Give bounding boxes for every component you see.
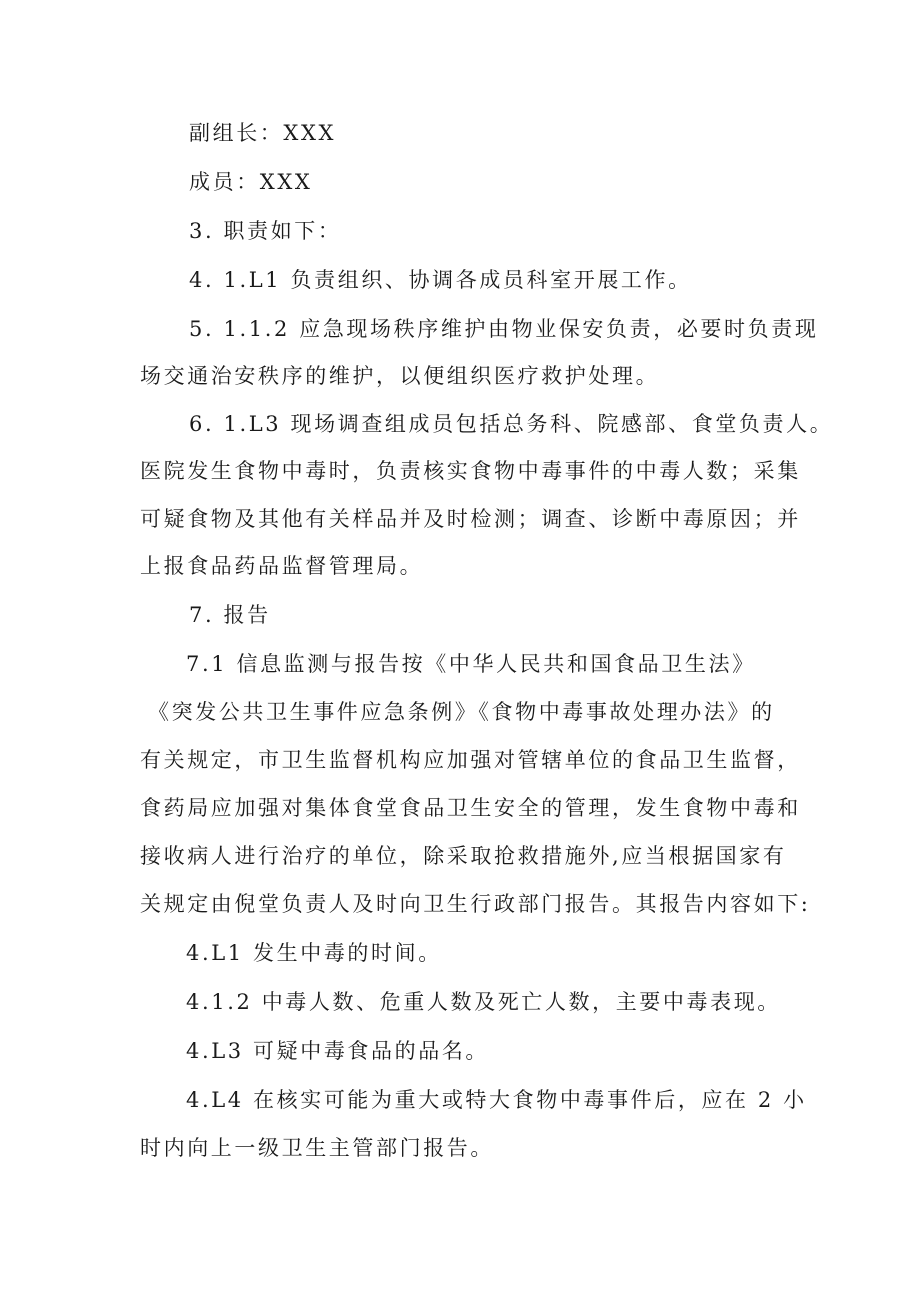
paragraph-report-line-6: 关规定由倪堂负责人及时向卫生行政部门报告。其报告内容如下: [140,892,811,916]
paragraph-duty-3-line-2: 医院发生食物中毒时，负责核实食物中毒事件的中毒人数；采集 [140,459,801,483]
paragraph-duty-2-line-1: 5. 1.1.2 应急现场秩序维护由物业保安负责，必要时负责现 [189,317,819,341]
paragraph-report-item-4-line-1: 4.L4 在核实可能为重大或特大食物中毒事件后，应在 2 小 [186,1088,807,1112]
paragraph-duty-3-line-1: 6. 1.L3 现场调查组成员包括总务科、院感部、食堂负责人。 [189,412,834,436]
paragraph-report-item-2: 4.1.2 中毒人数、危重人数及死亡人数，主要中毒表现。 [186,990,781,1014]
paragraph-report-line-5: 接收病人进行治疗的单位，除采取抢救措施外,应当根据国家有 [140,844,787,868]
paragraph-report-line-3: 有关规定，市卫生监督机构应加强对管辖单位的食品卫生监督， [140,748,801,772]
paragraph-report-item-3: 4.L3 可疑中毒食品的品名。 [186,1039,490,1063]
paragraph-report-line-2: 《突发公共卫生事件应急条例》《食物中毒事故处理办法》的 [148,700,775,724]
paragraph-duty-3-line-3: 可疑食物及其他有关样品并及时检测；调查、诊断中毒原因；并 [140,507,801,531]
paragraph-members: 成员：XXX [189,170,313,194]
paragraph-duty-1: 4. 1.L1 负责组织、协调各成员科室开展工作。 [189,268,692,292]
paragraph-report-line-4: 食药局应加强对集体食堂食品卫生安全的管理，发生食物中毒和 [140,796,801,820]
paragraph-duty-2-line-2: 场交通治安秩序的维护，以便组织医疗救护处理。 [140,364,660,388]
paragraph-duty-3-line-4: 上报食品药品监督管理局。 [140,554,424,578]
paragraph-report-line-1: 7.1 信息监测与报告按《中华人民共和国食品卫生法》 [186,652,756,676]
heading-report: 7. 报告 [189,603,271,627]
heading-duties: 3. 职责如下： [189,219,342,243]
paragraph-deputy-leader: 副组长：XXX [189,121,337,145]
paragraph-report-item-4-line-2: 时内向上一级卫生主管部门报告。 [140,1136,494,1160]
paragraph-report-item-1: 4.L1 发生中毒的时间。 [186,941,442,965]
